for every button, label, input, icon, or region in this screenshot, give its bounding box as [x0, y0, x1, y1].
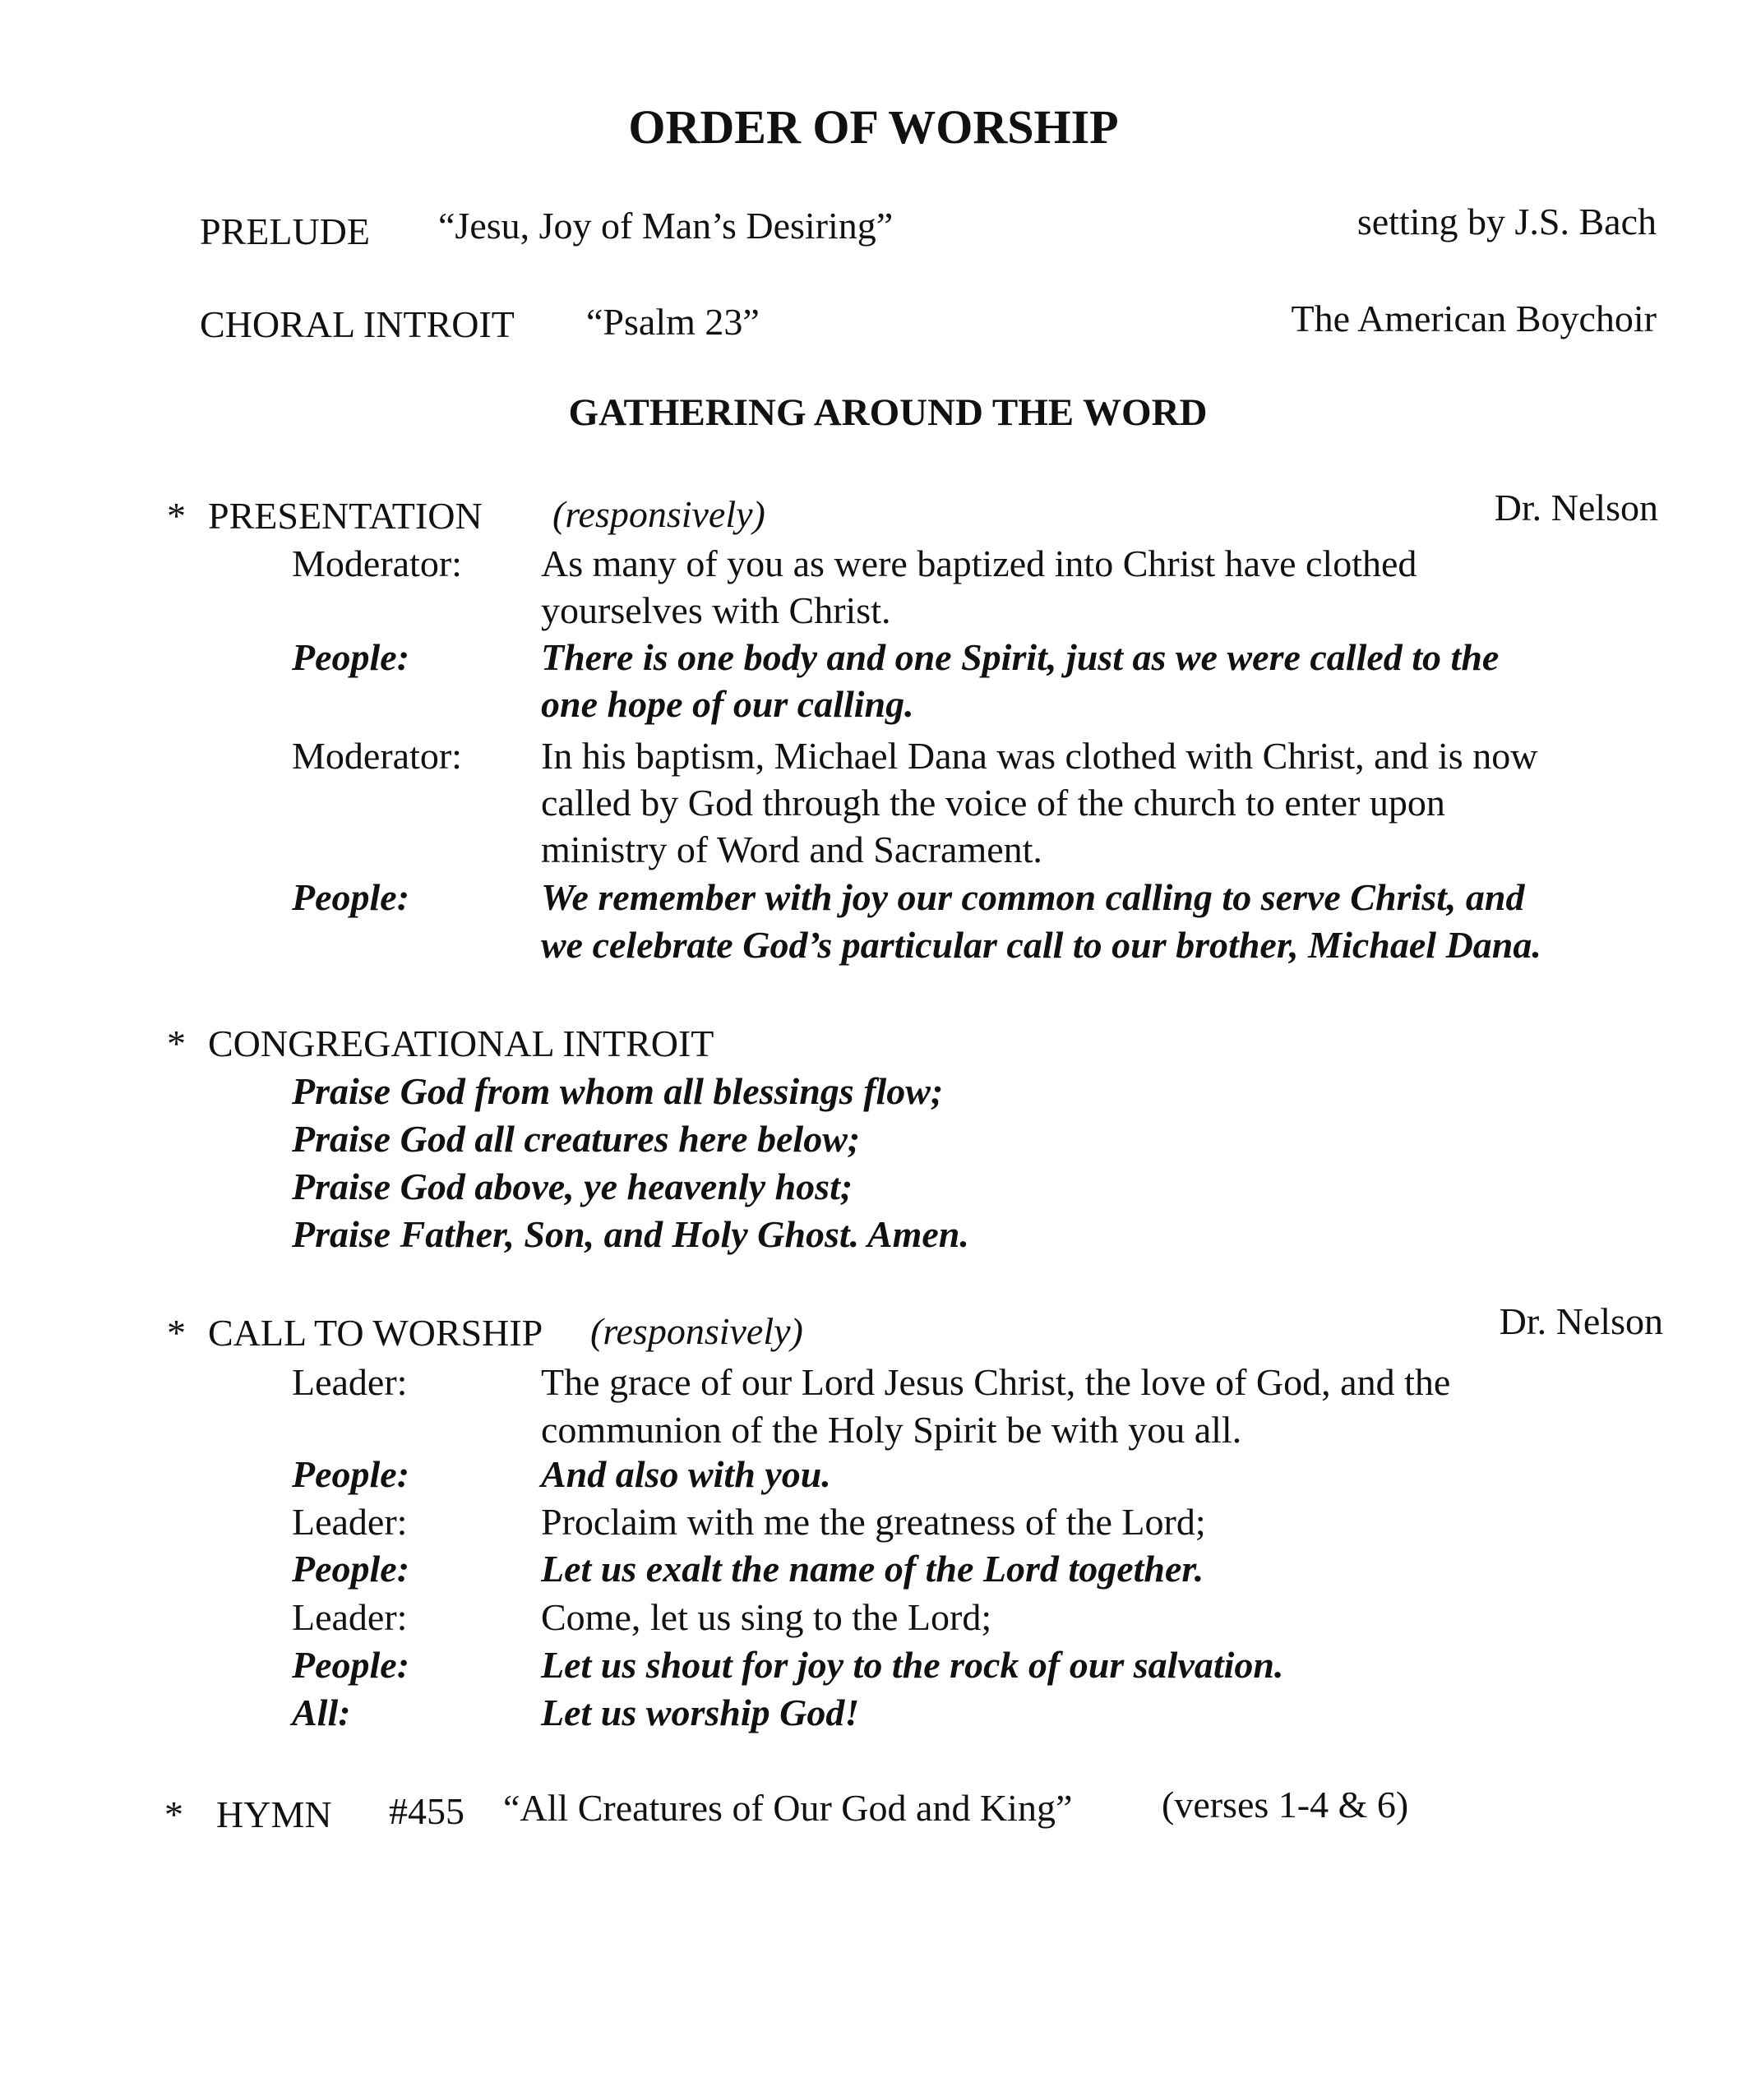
- prelude-label: PRELUDE: [200, 210, 370, 252]
- hymn-title: “All Creatures of Our God and King”: [503, 1787, 1073, 1829]
- call-line: [0, 1593, 1747, 1642]
- speaker: People:: [292, 636, 410, 678]
- speech: yourselves with Christ.: [541, 589, 891, 631]
- speech: In his baptism, Michael Dana was clothed with Christ, and is now: [541, 735, 1538, 777]
- choral-introit-credit: The American Boychoir: [1291, 298, 1657, 339]
- speaker: Leader:: [292, 1596, 408, 1638]
- speaker: Leader:: [292, 1361, 408, 1403]
- call-to-worship-note: (responsively): [590, 1310, 803, 1352]
- presentation-line: [0, 586, 1747, 635]
- speech: Come, let us sing to the Lord;: [541, 1596, 992, 1638]
- speaker: Moderator:: [292, 735, 462, 777]
- presentation-line: [0, 873, 1747, 922]
- presentation-label: PRESENTATION: [208, 495, 483, 537]
- presentation-line: [0, 680, 1747, 729]
- choral-introit-piece: “Psalm 23”: [586, 301, 760, 343]
- speaker: All:: [292, 1692, 351, 1733]
- prelude-piece: “Jesu, Joy of Man’s Desiring”: [438, 205, 894, 247]
- congregational-introit-label: CONGREGATIONAL INTROIT: [208, 1022, 714, 1064]
- presentation-line: [0, 778, 1747, 828]
- hymn-label: HYMN: [216, 1793, 332, 1835]
- presentation-note: (responsively): [552, 493, 765, 535]
- presentation-line: [0, 732, 1747, 781]
- speech: Let us worship God!: [541, 1692, 860, 1733]
- speech: called by God through the voice of the church to enter upon: [541, 782, 1445, 824]
- choral-introit-label: CHORAL INTROIT: [200, 303, 515, 345]
- speech: And also with you.: [541, 1453, 831, 1495]
- speaker: People:: [292, 1644, 410, 1686]
- call-line: [0, 1450, 1747, 1499]
- call-line: [0, 1405, 1747, 1455]
- doxology-line: Praise Father, Son, and Holy Ghost. Amen.: [292, 1213, 969, 1255]
- speaker: People:: [292, 876, 410, 918]
- speech: We remember with joy our common calling to serve Christ, and: [541, 876, 1525, 918]
- call-line: [0, 1498, 1747, 1547]
- presentation-star: *: [167, 495, 186, 537]
- speaker: Moderator:: [292, 542, 462, 584]
- speech: communion of the Holy Spirit be with you all.: [541, 1409, 1242, 1451]
- hymn-number: #455: [389, 1790, 464, 1832]
- call-to-worship-leader: Dr. Nelson: [1499, 1300, 1663, 1342]
- call-line: [0, 1641, 1747, 1690]
- call-line: [0, 1358, 1747, 1407]
- hymn-star: *: [164, 1793, 183, 1835]
- speaker: Leader:: [292, 1501, 408, 1543]
- page-title: ORDER OF WORSHIP: [628, 100, 1119, 154]
- speaker: People:: [292, 1548, 410, 1590]
- prelude-credit: setting by J.S. Bach: [1356, 201, 1657, 242]
- speech: Proclaim with me the greatness of the Lord;: [541, 1501, 1206, 1543]
- speech: Let us shout for joy to the rock of our salvation.: [541, 1644, 1284, 1686]
- speech: we celebrate God’s particular call to our brother, Michael Dana.: [541, 924, 1541, 966]
- presentation-line: [0, 539, 1747, 588]
- section-heading: GATHERING AROUND THE WORD: [568, 391, 1208, 434]
- introit-star: *: [167, 1022, 186, 1064]
- call-star: *: [167, 1312, 186, 1354]
- presentation-line: [0, 633, 1747, 682]
- speech: There is one body and one Spirit, just as we were called to the: [541, 636, 1500, 678]
- speech: The grace of our Lord Jesus Christ, the love of God, and the: [541, 1361, 1451, 1403]
- call-line: [0, 1544, 1747, 1594]
- presentation-line: [0, 825, 1747, 875]
- speech: one hope of our calling.: [541, 683, 914, 725]
- call-to-worship-label: CALL TO WORSHIP: [208, 1312, 543, 1354]
- hymn-verses: (verses 1-4 & 6): [1162, 1784, 1409, 1825]
- doxology-line: Praise God all creatures here below;: [292, 1118, 861, 1160]
- speech: Let us exalt the name of the Lord together.: [541, 1548, 1204, 1590]
- presentation-line: [0, 921, 1747, 970]
- doxology-line: Praise God above, ye heavenly host;: [292, 1165, 853, 1207]
- doxology-line: Praise God from whom all blessings flow;: [292, 1070, 944, 1112]
- speech: As many of you as were baptized into Christ have clothed: [541, 542, 1417, 584]
- speaker: People:: [292, 1453, 410, 1495]
- call-line: [0, 1688, 1747, 1738]
- speech: ministry of Word and Sacrament.: [541, 828, 1042, 870]
- presentation-leader: Dr. Nelson: [1494, 487, 1658, 528]
